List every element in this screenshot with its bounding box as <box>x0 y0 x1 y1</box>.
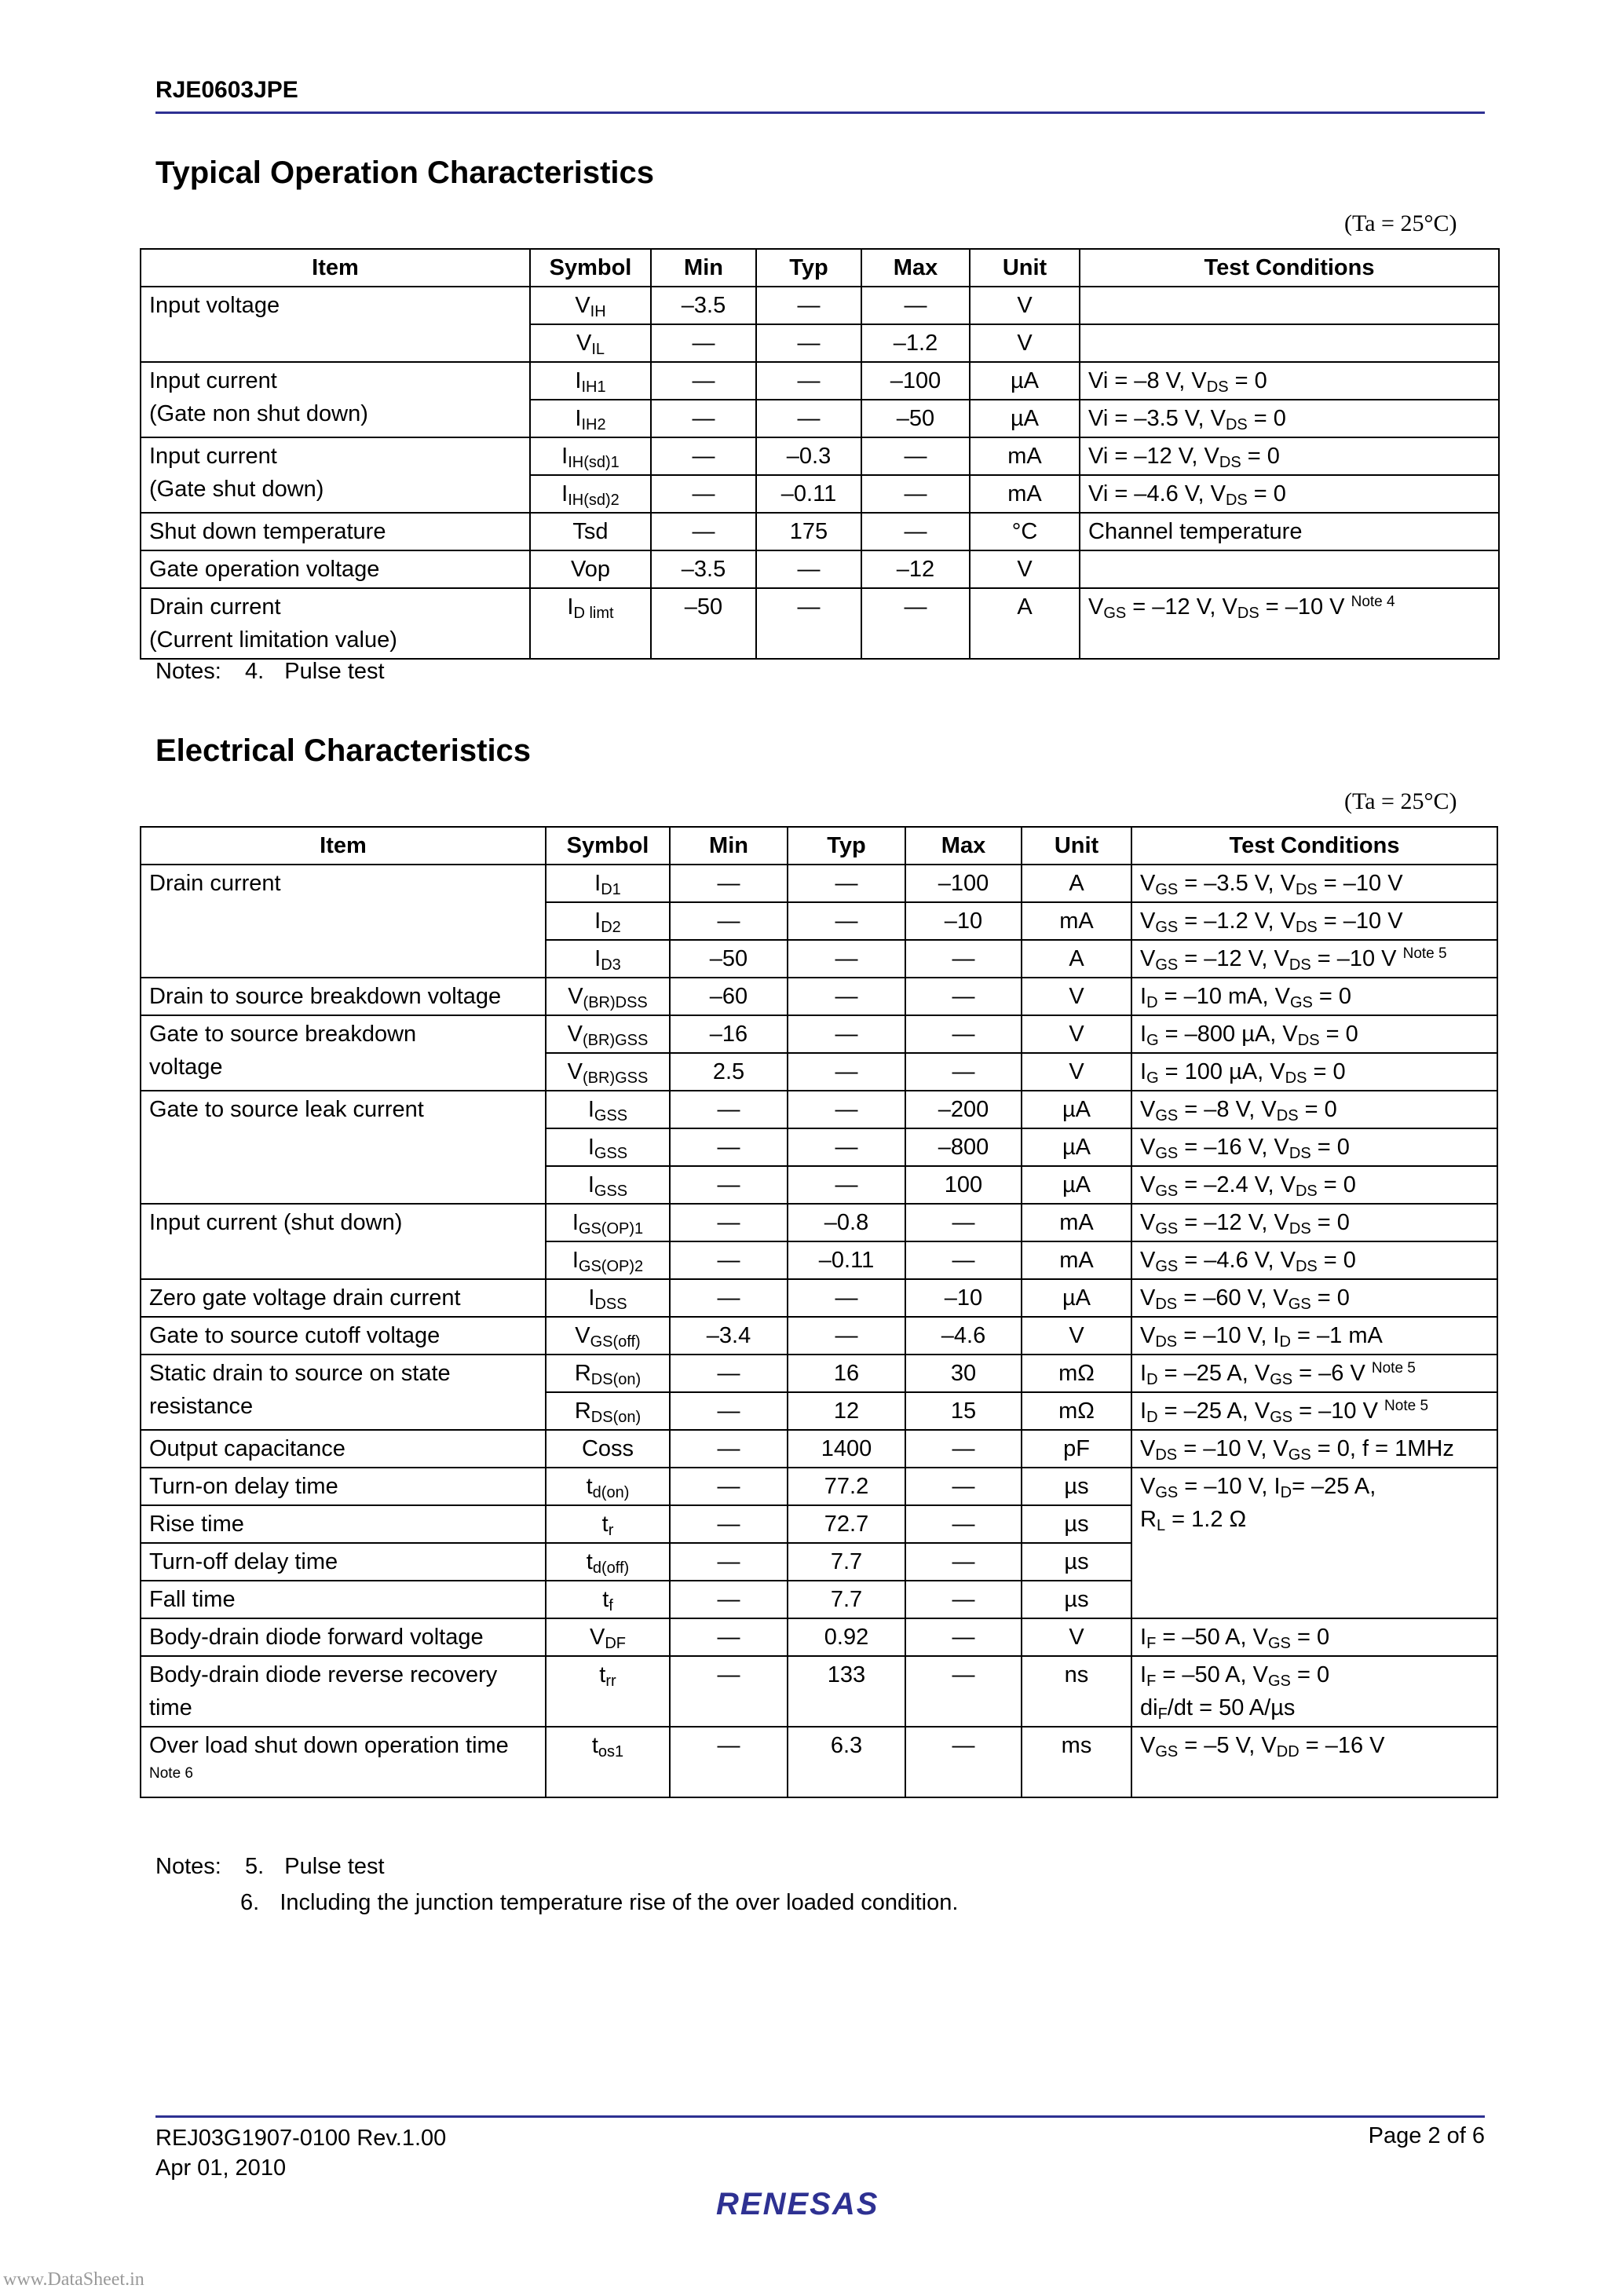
item-cell: Gate operation voltage <box>141 550 530 588</box>
typ-cell: — <box>788 902 905 940</box>
typ-cell: 175 <box>756 513 861 550</box>
max-cell: — <box>861 588 970 659</box>
test-conditions-cell <box>1080 324 1499 362</box>
item-cell: Input current (Gate shut down) <box>141 437 530 513</box>
test-conditions-cell: $I_G = 100$ µA, $V_{DS} = 0$ <box>1131 1053 1497 1091</box>
unit-cell: V <box>970 550 1080 588</box>
max-cell: — <box>905 1656 1022 1727</box>
unit-cell: V <box>970 287 1080 324</box>
footer-doc-info <box>155 2123 446 2183</box>
watermark: www.DataSheet.in <box>3 2269 144 2290</box>
symbol-cell: $R_{DS(on)}$ <box>546 1392 670 1430</box>
min-cell: –3.4 <box>670 1317 788 1355</box>
max-cell: — <box>905 1204 1022 1241</box>
note-text: Pulse test <box>284 1854 385 1879</box>
min-cell: — <box>651 513 756 550</box>
item-cell: Drain current (Current limitation value) <box>141 588 530 659</box>
unit-cell: mA <box>1022 1204 1131 1241</box>
unit-cell: mΩ <box>1022 1392 1131 1430</box>
unit-cell: µA <box>1022 1166 1131 1204</box>
max-cell: — <box>905 1468 1022 1505</box>
test-conditions-cell: $I_D = -10$ mA, $V_{GS} = 0$ <box>1131 978 1497 1015</box>
unit-cell: °C <box>970 513 1080 550</box>
max-cell: –12 <box>861 550 970 588</box>
table-row <box>141 865 1497 902</box>
max-cell: — <box>905 978 1022 1015</box>
typ-cell: — <box>788 978 905 1015</box>
typical-notes <box>155 653 385 689</box>
item-cell: Input current (shut down) <box>141 1204 546 1279</box>
typ-cell: 7.7 <box>788 1543 905 1581</box>
table-row <box>141 1015 1497 1053</box>
col-header-item: Item <box>141 249 530 287</box>
max-cell: — <box>905 1727 1022 1797</box>
min-cell: — <box>670 1430 788 1468</box>
page-number: Page 2 of 6 <box>1368 2123 1485 2148</box>
typ-cell: –0.11 <box>756 475 861 513</box>
col-header-max: Max <box>861 249 970 287</box>
item-cell: Drain current <box>141 865 546 978</box>
symbol-cell: $I_{IH1}$ <box>530 362 651 400</box>
min-cell: — <box>670 865 788 902</box>
col-header-unit: Unit <box>1022 827 1131 865</box>
test-conditions-cell: $V_{DS} = -60$ V, $V_{GS} = 0$ <box>1131 1279 1497 1317</box>
col-header-unit: Unit <box>970 249 1080 287</box>
typical-characteristics-table <box>140 248 1500 660</box>
symbol-cell: $I_{GSS}$ <box>546 1166 670 1204</box>
max-cell: — <box>905 940 1022 978</box>
min-cell: — <box>670 1204 788 1241</box>
max-cell: –200 <box>905 1091 1022 1128</box>
test-conditions-cell: $I_G = -800$ µA, $V_{DS} = 0$ <box>1131 1015 1497 1053</box>
note-number: 5. <box>244 1854 265 1879</box>
min-cell: — <box>670 1505 788 1543</box>
typ-cell: — <box>756 400 861 437</box>
typ-cell: 72.7 <box>788 1505 905 1543</box>
item-cell: Drain to source breakdown voltage <box>141 978 546 1015</box>
max-cell: — <box>905 1015 1022 1053</box>
table-row <box>141 588 1499 659</box>
symbol-cell: $t_f$ <box>546 1581 670 1618</box>
col-header-test-conditions: Test Conditions <box>1080 249 1499 287</box>
min-cell: — <box>651 475 756 513</box>
test-conditions-cell: $I_F = -50$ A, $V_{GS} = 0$ <box>1131 1618 1497 1656</box>
test-conditions-cell: Vi = –4.6 V, $V_{DS} = 0$ <box>1080 475 1499 513</box>
item-cell: Output capacitance <box>141 1430 546 1468</box>
table-row <box>141 1317 1497 1355</box>
table-row <box>141 513 1499 550</box>
electrical-ta-note: (Ta = 25°C) <box>1344 788 1457 814</box>
unit-cell: mA <box>970 437 1080 475</box>
unit-cell: mΩ <box>1022 1355 1131 1392</box>
item-cell: Shut down temperature <box>141 513 530 550</box>
symbol-cell: Coss <box>546 1430 670 1468</box>
typ-cell: — <box>788 1015 905 1053</box>
max-cell: — <box>861 287 970 324</box>
max-cell: — <box>861 475 970 513</box>
col-header-typ: Typ <box>788 827 905 865</box>
typ-cell: –0.11 <box>788 1241 905 1279</box>
typ-cell: –0.8 <box>788 1204 905 1241</box>
symbol-cell: $t_{os1}$ <box>546 1727 670 1797</box>
item-cell: Gate to source breakdown voltage <box>141 1015 546 1091</box>
doc-number: REJ03G1907-0100 Rev.1.00 <box>155 2126 447 2151</box>
test-conditions-cell <box>1080 550 1499 588</box>
symbol-cell: $V_{IL}$ <box>530 324 651 362</box>
test-conditions-cell: $V_{GS} = -16$ V, $V_{DS} = 0$ <box>1131 1128 1497 1166</box>
test-conditions-cell: $V_{GS} = -5$ V, $V_{DD} = -16$ V <box>1131 1727 1497 1797</box>
test-conditions-cell: $V_{GS} = -12$ V, $V_{DS} = -10$ V $^{Note 4}$ <box>1080 588 1499 659</box>
table-row <box>141 1091 1497 1128</box>
typ-cell: 133 <box>788 1656 905 1727</box>
doc-date: Apr 01, 2010 <box>155 2155 287 2181</box>
col-header-test-conditions: Test Conditions <box>1131 827 1497 865</box>
test-conditions-cell: $I_D = -25$ A, $V_{GS} = -10$ V $^{Note 5}$ <box>1131 1392 1497 1430</box>
part-number: RJE0603JPE <box>155 77 298 103</box>
min-cell: –3.5 <box>651 287 756 324</box>
max-cell: 30 <box>905 1355 1022 1392</box>
max-cell: –100 <box>905 865 1022 902</box>
test-conditions-cell: $V_{GS} = -10$ V, $I_D= -25$ A, $R_L = 1.2$ Ω <box>1131 1468 1497 1618</box>
unit-cell: V <box>1022 1053 1131 1091</box>
col-header-item: Item <box>141 827 546 865</box>
unit-cell: µA <box>970 400 1080 437</box>
typ-cell: — <box>788 1279 905 1317</box>
min-cell: 2.5 <box>670 1053 788 1091</box>
typ-cell: — <box>788 865 905 902</box>
min-cell: — <box>670 1091 788 1128</box>
unit-cell: µA <box>970 362 1080 400</box>
test-conditions-cell <box>1080 287 1499 324</box>
max-cell: –50 <box>861 400 970 437</box>
symbol-cell: $I_{D limt}$ <box>530 588 651 659</box>
table-row <box>141 1204 1497 1241</box>
item-cell: Body-drain diode reverse recovery time <box>141 1656 546 1727</box>
unit-cell: ms <box>1022 1727 1131 1797</box>
item-cell: Input voltage <box>141 287 530 362</box>
item-cell: Over load shut down operation time $^{Note 6}$ <box>141 1727 546 1797</box>
typ-cell: –0.3 <box>756 437 861 475</box>
notes-label: Notes: <box>155 659 221 684</box>
test-conditions-cell: $V_{GS} = -2.4$ V, $V_{DS} = 0$ <box>1131 1166 1497 1204</box>
symbol-cell: $I_{IH(sd)1}$ <box>530 437 651 475</box>
unit-cell: V <box>1022 978 1131 1015</box>
header-rule <box>155 112 1485 114</box>
min-cell: — <box>670 1279 788 1317</box>
symbol-cell: $I_{IH(sd)2}$ <box>530 475 651 513</box>
electrical-notes <box>155 1848 958 1921</box>
unit-cell: µs <box>1022 1543 1131 1581</box>
unit-cell: V <box>970 324 1080 362</box>
min-cell: — <box>651 362 756 400</box>
max-cell: — <box>905 1053 1022 1091</box>
typical-ta-note: (Ta = 25°C) <box>1344 210 1457 236</box>
unit-cell: A <box>1022 940 1131 978</box>
min-cell: — <box>670 1543 788 1581</box>
test-conditions-cell: $V_{GS} = -4.6$ V, $V_{DS} = 0$ <box>1131 1241 1497 1279</box>
symbol-cell: $I_{GSS}$ <box>546 1128 670 1166</box>
unit-cell: mA <box>1022 902 1131 940</box>
max-cell: — <box>905 1241 1022 1279</box>
col-header-symbol: Symbol <box>530 249 651 287</box>
unit-cell: V <box>1022 1317 1131 1355</box>
note-number: 4. <box>244 659 265 684</box>
max-cell: –1.2 <box>861 324 970 362</box>
table-row <box>141 1727 1497 1797</box>
min-cell: — <box>651 324 756 362</box>
table-row <box>141 362 1499 400</box>
unit-cell: µs <box>1022 1505 1131 1543</box>
min-cell: — <box>670 1128 788 1166</box>
symbol-cell: Tsd <box>530 513 651 550</box>
min-cell: — <box>670 1241 788 1279</box>
unit-cell: µA <box>1022 1128 1131 1166</box>
min-cell: –16 <box>670 1015 788 1053</box>
typ-cell: 1400 <box>788 1430 905 1468</box>
col-header-max: Max <box>905 827 1022 865</box>
test-conditions-cell: $I_D = -25$ A, $V_{GS} = -6$ V $^{Note 5}$ <box>1131 1355 1497 1392</box>
min-cell: — <box>651 400 756 437</box>
min-cell: –50 <box>651 588 756 659</box>
max-cell: — <box>905 1581 1022 1618</box>
table-row <box>141 1656 1497 1727</box>
max-cell: –800 <box>905 1128 1022 1166</box>
electrical-section-title: Electrical Characteristics <box>155 733 532 768</box>
item-cell: Fall time <box>141 1581 546 1618</box>
min-cell: — <box>651 437 756 475</box>
item-cell: Static drain to source on state resistance <box>141 1355 546 1430</box>
typ-cell: — <box>756 324 861 362</box>
test-conditions-cell: $I_F = -50$ A, $V_{GS} = 0$ $di_F/dt = 50$ A/µs <box>1131 1656 1497 1727</box>
table-header-row <box>141 249 1499 287</box>
table-row <box>141 1430 1497 1468</box>
col-header-min: Min <box>651 249 756 287</box>
typ-cell: — <box>756 550 861 588</box>
typ-cell: — <box>788 940 905 978</box>
unit-cell: µs <box>1022 1468 1131 1505</box>
table-row <box>141 978 1497 1015</box>
logo-text: RENESAS <box>716 2187 879 2221</box>
unit-cell: µA <box>1022 1279 1131 1317</box>
typical-section-title: Typical Operation Characteristics <box>155 155 655 190</box>
min-cell: — <box>670 1355 788 1392</box>
item-cell: Input current (Gate non shut down) <box>141 362 530 437</box>
test-conditions-cell: $V_{DS} = -10$ V, $V_{GS} = 0$, f = 1MHz <box>1131 1430 1497 1468</box>
electrical-characteristics-table <box>140 826 1498 1798</box>
typ-cell: — <box>756 588 861 659</box>
max-cell: –4.6 <box>905 1317 1022 1355</box>
symbol-cell: Vop <box>530 550 651 588</box>
typ-cell: — <box>756 287 861 324</box>
min-cell: — <box>670 902 788 940</box>
typ-cell: — <box>788 1166 905 1204</box>
typ-cell: 0.92 <box>788 1618 905 1656</box>
max-cell: — <box>905 1505 1022 1543</box>
item-cell: Gate to source cutoff voltage <box>141 1317 546 1355</box>
table-row <box>141 1618 1497 1656</box>
item-cell: Rise time <box>141 1505 546 1543</box>
note-text: Including the junction temperature rise of the over loaded condition. <box>280 1890 959 1915</box>
min-cell: — <box>670 1727 788 1797</box>
typ-cell: 16 <box>788 1355 905 1392</box>
test-conditions-cell: $V_{GS} = -12$ V, $V_{DS} = 0$ <box>1131 1204 1497 1241</box>
symbol-cell: $I_{D1}$ <box>546 865 670 902</box>
typ-cell: 12 <box>788 1392 905 1430</box>
min-cell: — <box>670 1618 788 1656</box>
table-header-row <box>141 827 1497 865</box>
typ-cell: — <box>788 1053 905 1091</box>
symbol-cell: $V_{DF}$ <box>546 1618 670 1656</box>
footer-rule <box>155 2115 1485 2118</box>
note-text: Pulse test <box>284 659 385 684</box>
max-cell: — <box>905 1543 1022 1581</box>
typ-cell: 7.7 <box>788 1581 905 1618</box>
max-cell: 15 <box>905 1392 1022 1430</box>
max-cell: — <box>861 513 970 550</box>
symbol-cell: $V_{GS(off)}$ <box>546 1317 670 1355</box>
min-cell: — <box>670 1656 788 1727</box>
item-cell: Turn-off delay time <box>141 1543 546 1581</box>
test-conditions-cell: $V_{GS} = -1.2$ V, $V_{DS} = -10$ V <box>1131 902 1497 940</box>
unit-cell: A <box>970 588 1080 659</box>
unit-cell: ns <box>1022 1656 1131 1727</box>
notes-label: Notes: <box>155 1854 221 1879</box>
max-cell: –100 <box>861 362 970 400</box>
table-row <box>141 287 1499 324</box>
item-cell: Zero gate voltage drain current <box>141 1279 546 1317</box>
max-cell: — <box>905 1430 1022 1468</box>
table-row <box>141 1279 1497 1317</box>
test-conditions-cell: Vi = –3.5 V, $V_{DS} = 0$ <box>1080 400 1499 437</box>
col-header-typ: Typ <box>756 249 861 287</box>
test-conditions-cell: $V_{DS} = -10$ V, $I_D = -1$ mA <box>1131 1317 1497 1355</box>
min-cell: — <box>670 1392 788 1430</box>
symbol-cell: $I_{GS(OP)2}$ <box>546 1241 670 1279</box>
unit-cell: mA <box>1022 1241 1131 1279</box>
symbol-cell: $I_{DSS}$ <box>546 1279 670 1317</box>
item-cell: Body-drain diode forward voltage <box>141 1618 546 1656</box>
item-cell: Turn-on delay time <box>141 1468 546 1505</box>
symbol-cell: $I_{IH2}$ <box>530 400 651 437</box>
typ-cell: — <box>788 1128 905 1166</box>
symbol-cell: $V_{(BR)GSS}$ <box>546 1053 670 1091</box>
test-conditions-cell: $V_{GS} = -12$ V, $V_{DS} = -10$ V $^{Note 5}$ <box>1131 940 1497 978</box>
min-cell: –50 <box>670 940 788 978</box>
unit-cell: V <box>1022 1015 1131 1053</box>
symbol-cell: $I_{D2}$ <box>546 902 670 940</box>
table-row <box>141 1355 1497 1392</box>
max-cell: –10 <box>905 1279 1022 1317</box>
typ-cell: — <box>756 362 861 400</box>
test-conditions-cell: Vi = –12 V, $V_{DS} = 0$ <box>1080 437 1499 475</box>
min-cell: — <box>670 1166 788 1204</box>
test-conditions-cell: $V_{GS} = -3.5$ V, $V_{DS} = -10$ V <box>1131 865 1497 902</box>
item-cell: Gate to source leak current <box>141 1091 546 1204</box>
min-cell: –60 <box>670 978 788 1015</box>
test-conditions-cell: Channel temperature <box>1080 513 1499 550</box>
symbol-cell: $t_r$ <box>546 1505 670 1543</box>
max-cell: –10 <box>905 902 1022 940</box>
symbol-cell: $I_{GSS}$ <box>546 1091 670 1128</box>
table-row <box>141 437 1499 475</box>
note-number: 6. <box>240 1890 260 1915</box>
typ-cell: 6.3 <box>788 1727 905 1797</box>
table-row <box>141 550 1499 588</box>
unit-cell: V <box>1022 1618 1131 1656</box>
symbol-cell: $R_{DS(on)}$ <box>546 1355 670 1392</box>
unit-cell: µs <box>1022 1581 1131 1618</box>
min-cell: — <box>670 1581 788 1618</box>
symbol-cell: $V_{IH}$ <box>530 287 651 324</box>
unit-cell: mA <box>970 475 1080 513</box>
max-cell: — <box>861 437 970 475</box>
symbol-cell: $I_{D3}$ <box>546 940 670 978</box>
table-row <box>141 1468 1497 1505</box>
col-header-symbol: Symbol <box>546 827 670 865</box>
symbol-cell: $I_{GS(OP)1}$ <box>546 1204 670 1241</box>
symbol-cell: $V_{(BR)DSS}$ <box>546 978 670 1015</box>
unit-cell: A <box>1022 865 1131 902</box>
typ-cell: 77.2 <box>788 1468 905 1505</box>
test-conditions-cell: $V_{GS} = -8$ V, $V_{DS} = 0$ <box>1131 1091 1497 1128</box>
min-cell: — <box>670 1468 788 1505</box>
min-cell: –3.5 <box>651 550 756 588</box>
renesas-logo <box>716 2184 912 2224</box>
typ-cell: — <box>788 1091 905 1128</box>
symbol-cell: $t_{d(off)}$ <box>546 1543 670 1581</box>
col-header-min: Min <box>670 827 788 865</box>
test-conditions-cell: Vi = –8 V, $V_{DS} = 0$ <box>1080 362 1499 400</box>
max-cell: 100 <box>905 1166 1022 1204</box>
unit-cell: pF <box>1022 1430 1131 1468</box>
symbol-cell: $V_{(BR)GSS}$ <box>546 1015 670 1053</box>
unit-cell: µA <box>1022 1091 1131 1128</box>
symbol-cell: $t_{rr}$ <box>546 1656 670 1727</box>
symbol-cell: $t_{d(on)}$ <box>546 1468 670 1505</box>
typ-cell: — <box>788 1317 905 1355</box>
max-cell: — <box>905 1618 1022 1656</box>
